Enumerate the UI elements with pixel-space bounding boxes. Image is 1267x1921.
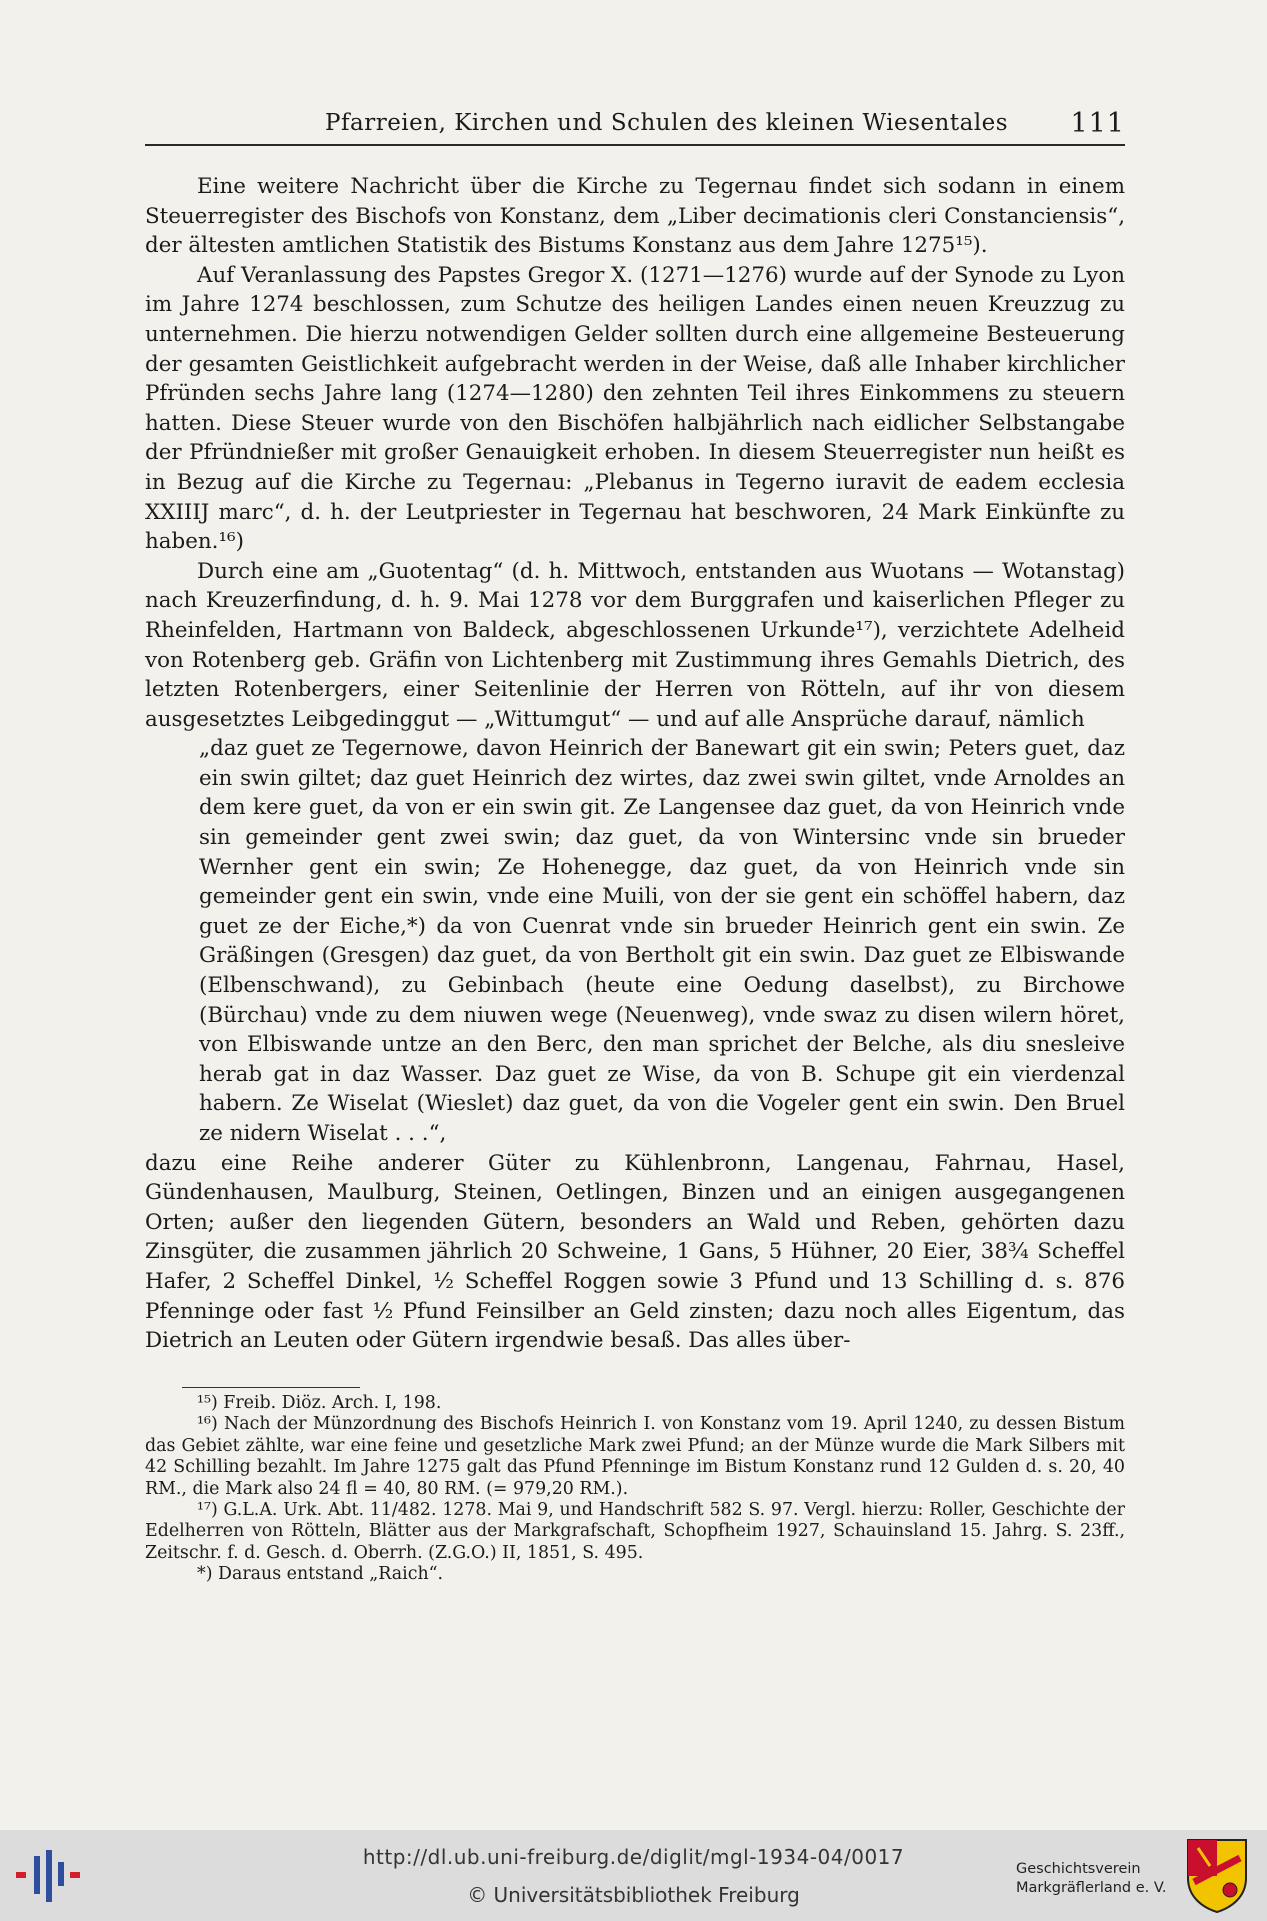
paragraph: Durch eine am „Guotentag“ (d. h. Mittwoch, entstanden aus Wuotans — Wotanstag) nach Kreuzerfindung, d. h. 9. Mai 1278 vor dem Burggrafen und kaiserlichen Pfleger zu Rheinfelden, Hartmann von Baldeck, abgeschlossenen Urkunde¹⁷), verzichtete Adelheid von Rotenberg geb. Gräfin von Lichtenberg mit Zustimmung ihres Gemahls Dietrich, des letzten Rotenbergers, einer Seitenlinie der Herren von Rötteln, auf ihr von diesem ausgesetztes Leibgedinggut — „Wittumgut“ — und auf alle Ansprüche darauf, nämlich (145, 558, 1125, 732)
page-number: 111 (1070, 108, 1125, 139)
paragraph: Eine weitere Nachricht über die Kirche zu Tegernau findet sich sodann in einem Steuerregister des Bischofs von Konstanz, dem „Liber decimationis cleri Constanciensis“, der ältesten amtlichen Statistik des Bistums Konstanz aus dem Jahre 1275¹⁵). (145, 174, 1125, 259)
society-name-line: Markgräflerland e. V. (1016, 1880, 1167, 1896)
footnote: ¹⁷) G.L.A. Urk. Abt. 11/482. 1278. Mai 9, und Handschrift 582 S. 97. Vergl. hierzu: Roller, Geschichte der Edelherren von Rötteln, Blätter aus der Markgrafschaft, Schopfheim 1927, Schauinsland 15. Jahrg. S. 23ff., Zeitschr. f. d. Gesch. d. Oberrh. (Z.G.O.) II, 1851, S. 495. (145, 1500, 1125, 1563)
footnote: ¹⁵) Freib. Diöz. Arch. I, 198. (197, 1393, 442, 1413)
viewer-footer (0, 1830, 1267, 1921)
quoted-charter-text: „daz guet ze Tegernowe, davon Heinrich der Banewart git ein swin; Peters guet, daz ein swin giltet; daz guet Heinrich dez wirtes, daz zwei swin giltet, vnde Arnoldes an dem kere guet, da von er ein swin git. Ze Langensee daz guet, da von Heinrich vnde sin gemeinder gent zwei swin; daz guet, da von Wintersinc vnde sin brueder Wernher gent ein swin; Ze Hohenegge, daz guet, da von Heinrich vnde sin gemeinder gent ein swin, vnde eine Muili, von der sie gent ein schöffel habern, daz guet ze der Eiche,*) da von Cuenrat vnde sin brueder Heinrich gent ein swin. Ze Gräßingen (Gresgen) daz guet, da von Bertholt git ein swin. Daz guet ze Elbiswande (Elbenschwand), zu Gebinbach (heute eine Oedung daselbst), zu Birchowe (Bürchau) vnde zu dem niuwen wege (Neuenweg), vnde swaz zu disen wilern höret, von Elbiswande untze an den Berc, den man sprichet der Belche, als diu snesleive herab gat in daz Wasser. Daz guet ze Wise, da von B. Schupe git ein vierdenzal habern. Ze Wiselat (Wieslet) daz guet, da von die Vogeler gent ein swin. Den Bruel ze nidern Wiselat . . .“, (199, 736, 1125, 1146)
footnotes (145, 1393, 1125, 1586)
footnote: *) Daraus entstand „Raich“. (197, 1564, 444, 1585)
paragraph-continuation: dazu eine Reihe anderer Güter zu Kühlenbronn, Langenau, Fahrnau, Hasel, Gündenhausen, Maulburg, Steinen, Oetlingen, Binzen und an einigen ausgegangenen Orten; außer den liegenden Gütern, besonders an Wald und Reben, gehörten dazu Zinsgüter, die zusammen jährlich 20 Schweine, 1 Gans, 5 Hühner, 20 Eier, 38¾ Scheffel Hafer, 2 Scheffel Dinkel, ½ Scheffel Roggen sowie 3 Pfund und 13 Schilling d. s. 876 Pfenninge oder fast ½ Pfund Feinsilber an Geld zinsten; dazu noch alles Eigentum, das Dietrich an Leuten oder Gütern irgendwie besaß. Das alles über- (145, 1150, 1125, 1354)
coat-of-arms-icon (1184, 1836, 1250, 1914)
footnote-divider (182, 1387, 360, 1388)
copyright-notice: © Universitätsbibliothek Freiburg (467, 1883, 800, 1907)
society-name (1016, 1860, 1176, 1898)
document-url-link[interactable]: http://dl.ub.uni-freiburg.de/diglit/mgl-1934-04/0017 (362, 1845, 905, 1869)
running-header (145, 108, 1125, 146)
running-title: Pfarreien, Kirchen und Schulen des kleinen Wiesentales (325, 110, 1009, 136)
society-name-line: Geschichtsverein (1016, 1861, 1141, 1877)
footnote: ¹⁶) Nach der Münzordnung des Bischofs Heinrich I. von Konstanz vom 19. April 1240, zu dessen Bistum das Gebiet zählte, war eine feine und gesetzliche Mark zwei Pfund; an der Münze wurde die Mark Silbers mit 42 Schilling bezahlt. Im Jahre 1275 galt das Pfund Pfenninge im Bistum Konstanz rund 12 Gulden d. s. 20, 40 RM., die Mark also 24 fl = 40, 80 RM. (= 979,20 RM.). (145, 1414, 1125, 1499)
body-text (145, 172, 1125, 1356)
paragraph: Auf Veranlassung des Papstes Gregor X. (1271—1276) wurde auf der Synode zu Lyon im Jahre 1274 beschlossen, zum Schutze des heiligen Landes einen neuen Kreuzzug zu unternehmen. Die hierzu notwendigen Gelder sollten durch eine allgemeine Besteuerung der gesamten Geistlichkeit aufgebracht werden in der Weise, daß alle Inhaber kirchlicher Pfründen sechs Jahre lang (1274—1280) den zehnten Teil ihres Einkommens zu steuern hatten. Diese Steuer wurde von den Bischöfen halbjährlich nach eidlicher Selbstangabe der Pfründnießer mit großer Genauigkeit erhoben. In diesem Steuerregister nun heißt es in Bezug auf die Kirche zu Tegernau: „Plebanus in Tegerno iuravit de eadem ecclesia XXIIIJ marc“, d. h. der Leutpriester in Tegernau hat beschworen, 24 Mark Einkünfte zu haben.¹⁶) (145, 262, 1125, 555)
